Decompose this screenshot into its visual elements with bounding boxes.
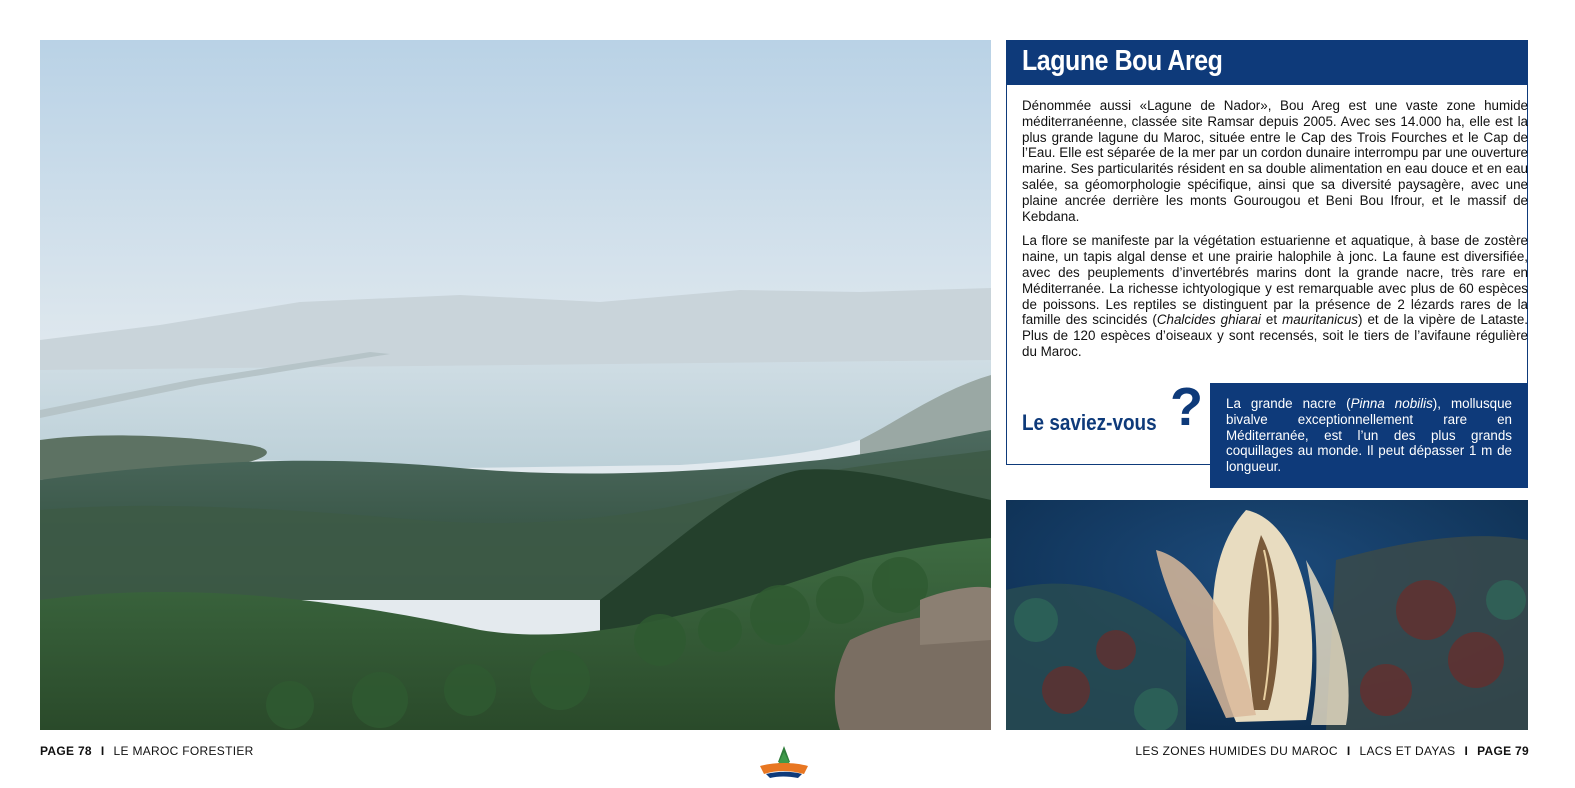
publisher-logo-icon: [758, 744, 810, 780]
species-name: Pinna nobilis: [1350, 396, 1433, 411]
section-title: LES ZONES HUMIDES DU MAROC: [1135, 744, 1338, 758]
did-you-know-text: Le saviez-vous: [1022, 410, 1157, 435]
subsection-title: LACS ET DAYAS: [1359, 744, 1456, 758]
article-body: [1022, 98, 1528, 369]
fact-text: La grande nacre (: [1226, 396, 1351, 411]
question-mark-icon: ?: [1170, 377, 1203, 437]
footer-left: [40, 744, 254, 758]
paragraph-flora-fauna: [1022, 233, 1528, 359]
paragraph-description: Dénommée aussi «Lagune de Nador», Bou Areg est une vaste zone humide méditerranéenne, classée site Ramsar depuis 2005. Avec ses 14.000 ha, elle est la plus grande lagune du Maroc, située entre le Cap des Trois Fourches et le Cap de l’Eau. Elle est séparée de la mer par un cordon dunaire interrompu par une ouverture marine. Ses particularités résident en sa double alimentation en eau douce et en eau salée, sa géomorphologie spécifique, ainsi que sa diversité paysagère, avec une plaine ancrée derrière les monts Gourougou et Beni Bou Ifrour, et le massif de Kebdana.: [1022, 98, 1528, 224]
did-you-know-label: [1022, 377, 1212, 454]
fact-text: ), mollusque bivalve exceptionnellement rare en Méditerranée, est l’un des plus grands coquillages au monde. Il peut dépasser 1 m de longueur.: [1226, 396, 1512, 475]
lagoon-landscape-photo: [40, 40, 991, 730]
page-number-right: PAGE 79: [1477, 744, 1529, 758]
pinna-nobilis-photo: [1006, 500, 1528, 730]
article-title-bar: [1006, 40, 1528, 85]
page-number-left: PAGE 78: [40, 744, 92, 758]
separator: I: [100, 744, 105, 758]
footer-right: [1135, 744, 1529, 758]
article-title: Lagune Bou Areg: [1022, 45, 1223, 77]
separator: I: [1346, 744, 1351, 758]
paragraph-text: et: [1260, 312, 1283, 328]
did-you-know-fact-box: [1210, 383, 1528, 488]
separator: I: [1464, 744, 1469, 758]
book-title: LE MAROC FORESTIER: [113, 744, 254, 758]
paragraph-text: ) et de la vipère de Lataste. Plus de 120 espèces d’oiseaux y sont recensés, soit le tiers de l’avifaune régulière du Maroc.: [1022, 312, 1529, 359]
paragraph-text: La flore se manifeste par la végétation estuarienne et aquatique, à base de zostère naine, un tapis algal dense et une prairie halophile à jonc. La faune est diversifiée, avec des peuplements d’invertébrés marins dont la grande nacre, très rare en Méditerranée. La richesse ichtyologique y est remarquable avec plus de 60 espèces de poissons. Les reptiles se distinguent par la présence de 2 lézards rares de la famille des scincidés (: [1022, 233, 1528, 328]
species-name: Chalcides ghiarai: [1156, 312, 1261, 328]
species-name: mauritanicus: [1282, 312, 1358, 328]
